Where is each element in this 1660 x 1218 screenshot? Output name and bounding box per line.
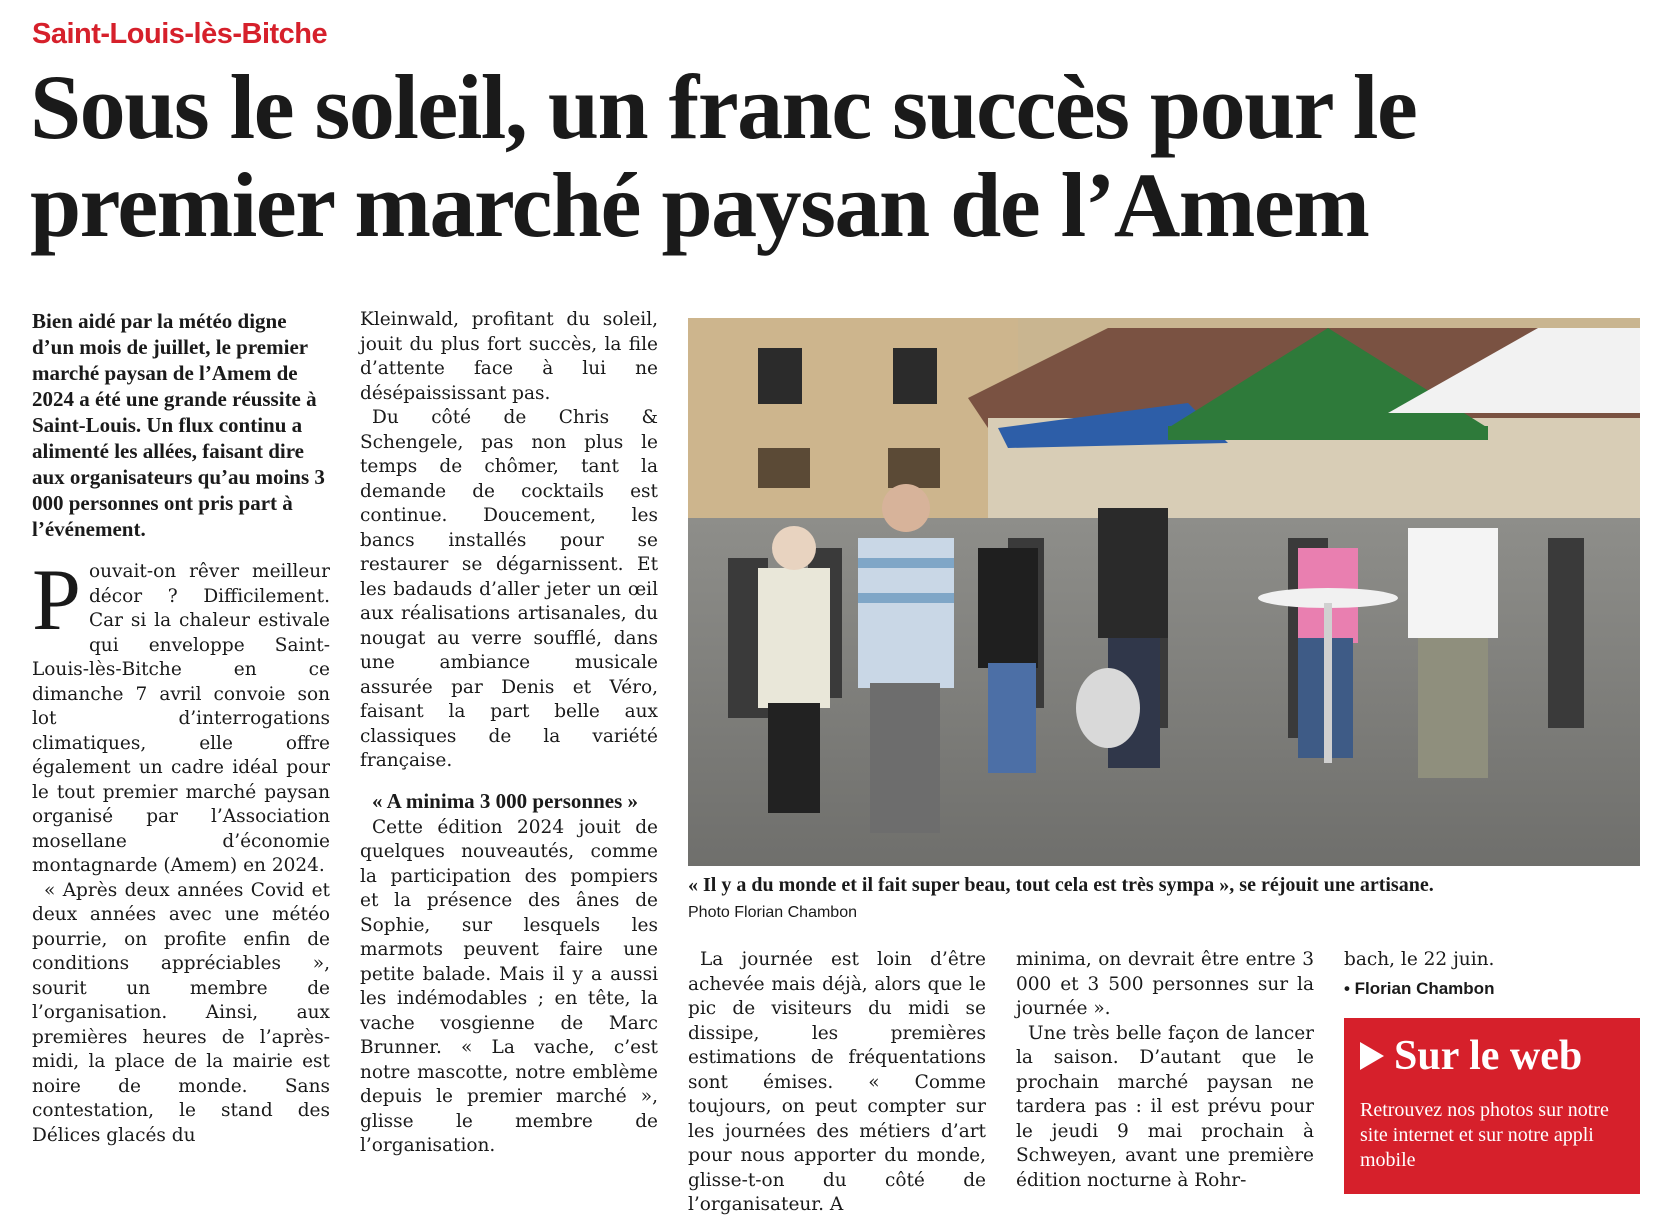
sur-le-web-label: Sur le web — [1394, 1033, 1583, 1079]
sur-le-web-text: Retrouvez nos photos sur notre site internet et sur notre appli mobile — [1360, 1099, 1609, 1171]
author-signature: • Florian Chambon — [1344, 978, 1495, 998]
sur-le-web-title — [1360, 1032, 1624, 1080]
article-photo — [688, 318, 1640, 866]
column-3 — [688, 948, 986, 1218]
paragraph-4: Cette édition 2024 jouit de quelques nouveautés, comme la participation des pompiers et la présence des ânes de Sophie, sur lesquels les marmots peuvent faire une petite balade. Mais il y a aussi les indémodables ; en tête, la vache vosgienne de Marc Brunner. « La vache, c’est notre mascotte, notre emblème depuis le premier marché », glisse le membre de l’organisation. — [360, 816, 658, 1156]
column-4 — [1016, 948, 1314, 1193]
paragraph-3: Du côté de Chris & Schengele, pas non plus le temps de chômer, tant la demande de cocktails est continue. Doucement, les bancs installés pour se restaurer se dégarnissent. Et les badauds d’aller jeter un œil aux réalisations artisanales, du nougat au verre soufflé, dans une ambiance musicale assurée par Denis et Véro, faisant la part belle aux classiques de la variété française. — [360, 407, 658, 771]
caption-quote: « Il y a du monde et il fait super beau, tout cela est très sympa », se réjouit une artisane. — [688, 874, 1434, 896]
article-chapo: Bien aidé par la météo digne d’un mois de juillet, le premier marché paysan de l’Amem de 2024 a été une grande réussite à Saint-Louis. Un flux continu a alimenté les allées, faisant dire aux organisateurs qu’au moins 3 000 personnes ont pris part à l’événement. — [32, 309, 325, 541]
play-arrow-icon — [1360, 1042, 1384, 1070]
paragraph-2-cont: Kleinwald, profitant du soleil, jouit du plus fort succès, la file d’attente face à lui ne désépaississant pas. — [360, 309, 658, 404]
column-5 — [1344, 948, 1640, 1001]
paragraph-2: « Après deux années Covid et deux années avec une météo pourrie, on profite enfin de conditions appréciables », sourit un membre de l’organisation. Ainsi, aux premières heures de l’après-midi, la place de la mairie est noire de monde. Sans contestation, le stand des Délices glacés du — [32, 879, 330, 1146]
market-photo-illustration — [688, 318, 1640, 866]
article-subhead: « A minima 3 000 personnes » — [372, 788, 639, 813]
paragraph-1 — [32, 552, 330, 879]
paragraph-5: La journée est loin d’être achevée mais déjà, alors que le pic de visiteurs du midi se dissipe, les premières estimations de fréquentations sont émises. « Comme toujours, on peut compter sur les journées des métiers d’art pour nous apporter du monde, glisse-t-on du côté de l’organisateur. A — [688, 949, 986, 1215]
drop-cap: P — [32, 552, 81, 649]
column-2 — [360, 308, 658, 1159]
article-headline: Sous le soleil, un franc succès pour le premier marché paysan de l’Amem — [30, 56, 1417, 256]
sur-le-web-box[interactable] — [1344, 1018, 1640, 1194]
paragraph-1-text: ouvait-on rêver meilleur décor ? Difficilement. Car si la chaleur estivale qui enveloppe Saint-Louis-lès-Bitche en ce dimanche 7 avril convoie son lot d’interrogations climatiques, elle offre également un cadre idéal pour le tout premier marché paysan organisé par l’Association mosellane d’économie montagnarde (Amem) en 2024. — [32, 561, 330, 876]
photo-caption — [688, 872, 1448, 926]
paragraph-6-cont: bach, le 22 juin. — [1344, 949, 1495, 970]
article-kicker: Saint-Louis-lès-Bitche — [32, 18, 328, 50]
column-1 — [32, 308, 330, 1148]
photo-credit: Photo Florian Chambon — [688, 904, 857, 921]
paragraph-5-cont: minima, on devrait être entre 3 000 et 3 500 personnes sur la journée ». — [1016, 949, 1314, 1019]
paragraph-6: Une très belle façon de lancer la saison. D’autant que le prochain marché paysan ne tardera pas : il est prévu pour le jeudi 9 mai prochain à Schweyen, avant une première édition nocturne à Rohr- — [1016, 1022, 1314, 1191]
